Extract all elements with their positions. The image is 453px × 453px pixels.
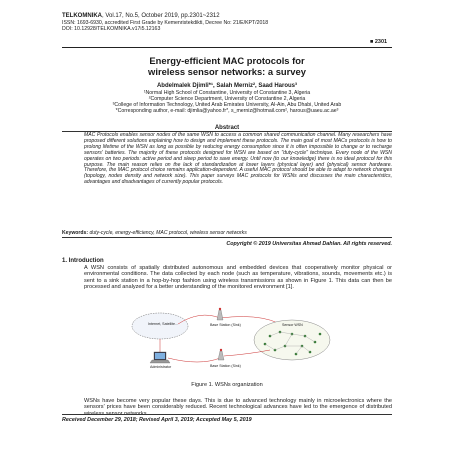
received-dates: Received December 29, 2018; Revised April 3, 2019; Accepted May 5, 2019 (62, 417, 252, 423)
journal-header (62, 13, 392, 33)
affiliations (62, 90, 392, 114)
issn-line: ISSN: 1693-6930, accredited First Grade by Kemenristekdikti, Decree No: 21/E/KPT/2018 (62, 20, 269, 26)
sensor-wsn-label: Sensor WSN (282, 323, 303, 327)
journal-issue: , Vol.17, No.5, October 2019, pp.2301~2312 (102, 13, 220, 19)
intro-paragraph-2: WSNs have become very popular these days. This is due to advanced technology mainly in microelectronics where the sensors' prices have been considerably reduced. Recent technological advances have led to the emergence of distributed wireless sensor networks (84, 398, 392, 417)
intro-paragraph-1: A WSN consists of spatially distributed autonomous and embedded devices that cooperatively monitor physical or environmental conditions. The data collected by each node (such as temperature, vibrations, sounds, movements etc.) is sent to a sink station in a hop-by-hop fashion using wireless transmissions as shown in Figure 1. This data can then be processed and analyzed for a better understanding of the monitored environment [1]. (84, 265, 392, 291)
affiliation-3: ³College of Information Technology, United Arab Emirates University, Al-Ain, Abu Dhabi, United Arab (112, 102, 342, 108)
wsn-figure (120, 306, 340, 376)
section-heading-introduction: 1. Introduction (62, 258, 104, 264)
keywords-line (62, 230, 392, 236)
copyright: Copyright © 2019 Universitas Ahmad Dahlan. All rights reserved. (226, 241, 392, 247)
base-station-bottom-icon (218, 349, 224, 360)
laptop-icon (150, 352, 170, 363)
base-station-top-label: Base Station (Sink) (210, 323, 241, 327)
figure-caption: Figure 1. WSNs organization (191, 382, 263, 388)
keywords-label: Keywords: (62, 230, 89, 236)
authors: Abdelmalek Djimli*¹, Salah Merniz², Saad Harous³ (156, 83, 298, 89)
header-divider (62, 47, 392, 48)
journal-name: TELKOMNIKA (62, 13, 102, 19)
administrator-label: Administrator (150, 365, 172, 369)
affiliation-2: ²Computer Science Department, University of Constantine 2, Algeria (148, 96, 306, 102)
link-admin-sink (168, 358, 220, 362)
base-station-top-icon (217, 308, 223, 320)
footer-divider (62, 414, 392, 415)
abstract-bottom-divider (62, 237, 392, 238)
doi-line: DOI: 10.12928/TELKOMNIKA.v17i5.12163 (62, 26, 161, 33)
corresponding-author: *Corresponding author, e-mail: djimlia@yahoo.fr*, s_merniz@hotmail.com², harous@uaeu.ac.ae³ (115, 108, 339, 114)
keywords: duty-cycle, energy-efficiency, MAC protocol, wireless sensor networks (89, 230, 247, 236)
internet-label: Internet, Satellite... (148, 322, 178, 326)
page-number: ■ 2301 (370, 39, 388, 45)
abstract-heading: Abstract (214, 125, 240, 131)
title-line-1: Energy-efficient MAC protocols for (149, 55, 305, 66)
abstract-text: MAC Protocols enables sensor nodes of the same WSN to access a common shared communication channel. Many researchers have proposed different solutions explaining how to design and implement these protocols. The main goal of most MACs protocols is how to prolong lifetime of the WSN as long as possible by reducing energy consumption since it is often impossible to change or to recharge sensors' batteries. The majority of these protocols designed for WSN are based on "duty-cycle" technique. Every node of the WSN operates on two periods: active period and sleep period to save energy. Until now (to our knowledge) there is no ideal protocol for this purpose. The main reason relies on the lack of standardization at lower layers (physical layer) and (physical) sensor hardware. Therefore, the MAC protocol choice remains application-dependent. A useful MAC protocol should be able to adapt to network changes (topology, nodes density and network size). This paper surveys MAC protocols for WSNs and discusses the main characteristics, advantages and disadvantages of currently popular protocols. (84, 132, 392, 186)
affiliation-1: ¹Normal High School of Constantine, University of Constantine 3, Algeria (143, 90, 311, 96)
base-station-bottom-label: Base Station (Sink) (210, 364, 241, 368)
paper-title (62, 55, 392, 77)
internet-cloud-icon (132, 313, 188, 339)
title-line-2: wireless sensor networks: a survey (148, 66, 306, 77)
